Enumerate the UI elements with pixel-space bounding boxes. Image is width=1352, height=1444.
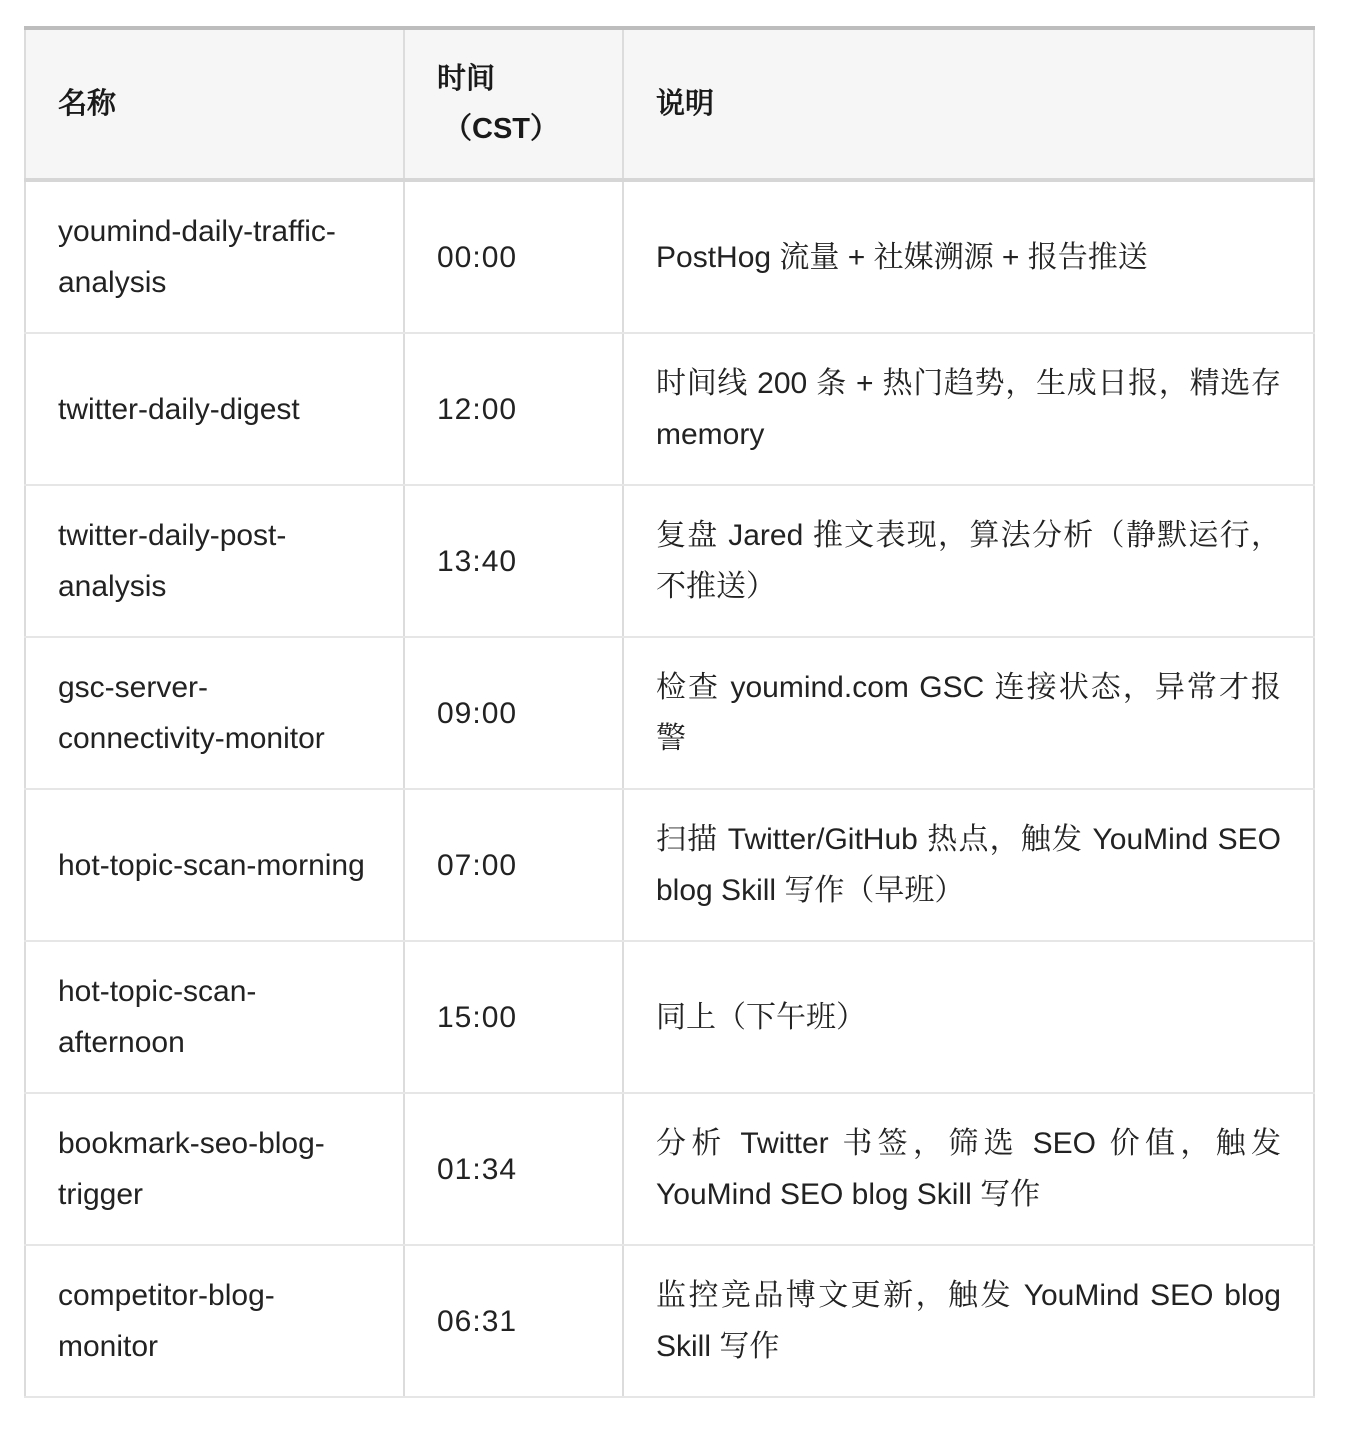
- header-name: [25, 28, 404, 180]
- task-name: twitter-daily-digest: [25, 333, 404, 485]
- task-description: 复盘 Jared 推文表现，算法分析（静默运行，不推送）: [623, 485, 1314, 637]
- table-row: [25, 637, 1314, 789]
- table-row: [25, 941, 1314, 1093]
- table-row: [25, 1093, 1314, 1245]
- task-time: 12:00: [404, 333, 623, 485]
- task-name: twitter-daily-post-analysis: [25, 485, 404, 637]
- table-row: [25, 789, 1314, 941]
- task-time: 15:00: [404, 941, 623, 1093]
- table-row: [25, 485, 1314, 637]
- task-name: hot-topic-scan-afternoon: [25, 941, 404, 1093]
- table-row: [25, 1245, 1314, 1397]
- table-row: [25, 333, 1314, 485]
- task-time: 01:34: [404, 1093, 623, 1245]
- task-description: PostHog 流量 + 社媒溯源 + 报告推送: [623, 180, 1314, 333]
- task-description: 分析 Twitter 书签，筛选 SEO 价值，触发 YouMind SEO blog Skill 写作: [623, 1093, 1314, 1245]
- scheduled-tasks-table-container: [24, 26, 1313, 1398]
- header-time-label: 时间: [437, 63, 496, 95]
- header-description-label: 说明: [656, 88, 715, 120]
- task-time: 13:40: [404, 485, 623, 637]
- scheduled-tasks-table: [24, 26, 1315, 1398]
- task-description: 扫描 Twitter/GitHub 热点，触发 YouMind SEO blog Skill 写作（早班）: [623, 789, 1314, 941]
- task-time: 09:00: [404, 637, 623, 789]
- task-description: 监控竞品博文更新，触发 YouMind SEO blog Skill 写作: [623, 1245, 1314, 1397]
- task-name: hot-topic-scan-morning: [25, 789, 404, 941]
- header-name-label: 名称: [58, 88, 117, 120]
- task-time: 06:31: [404, 1245, 623, 1397]
- header-time-zone: （CST）: [443, 113, 560, 145]
- header-row: [25, 28, 1314, 180]
- header-time: [404, 28, 623, 180]
- table-header: [25, 28, 1314, 180]
- task-name: competitor-blog-monitor: [25, 1245, 404, 1397]
- table-body: [25, 180, 1314, 1397]
- task-name: youmind-daily-traffic-analysis: [25, 180, 404, 333]
- task-name: bookmark-seo-blog-trigger: [25, 1093, 404, 1245]
- task-description: 检查 youmind.com GSC 连接状态，异常才报警: [623, 637, 1314, 789]
- task-description: 时间线 200 条 + 热门趋势，生成日报，精选存 memory: [623, 333, 1314, 485]
- table-row: [25, 180, 1314, 333]
- task-name: gsc-server-connectivity-monitor: [25, 637, 404, 789]
- task-time: 00:00: [404, 180, 623, 333]
- task-time: 07:00: [404, 789, 623, 941]
- task-description: 同上（下午班）: [623, 941, 1314, 1093]
- header-description: [623, 28, 1314, 180]
